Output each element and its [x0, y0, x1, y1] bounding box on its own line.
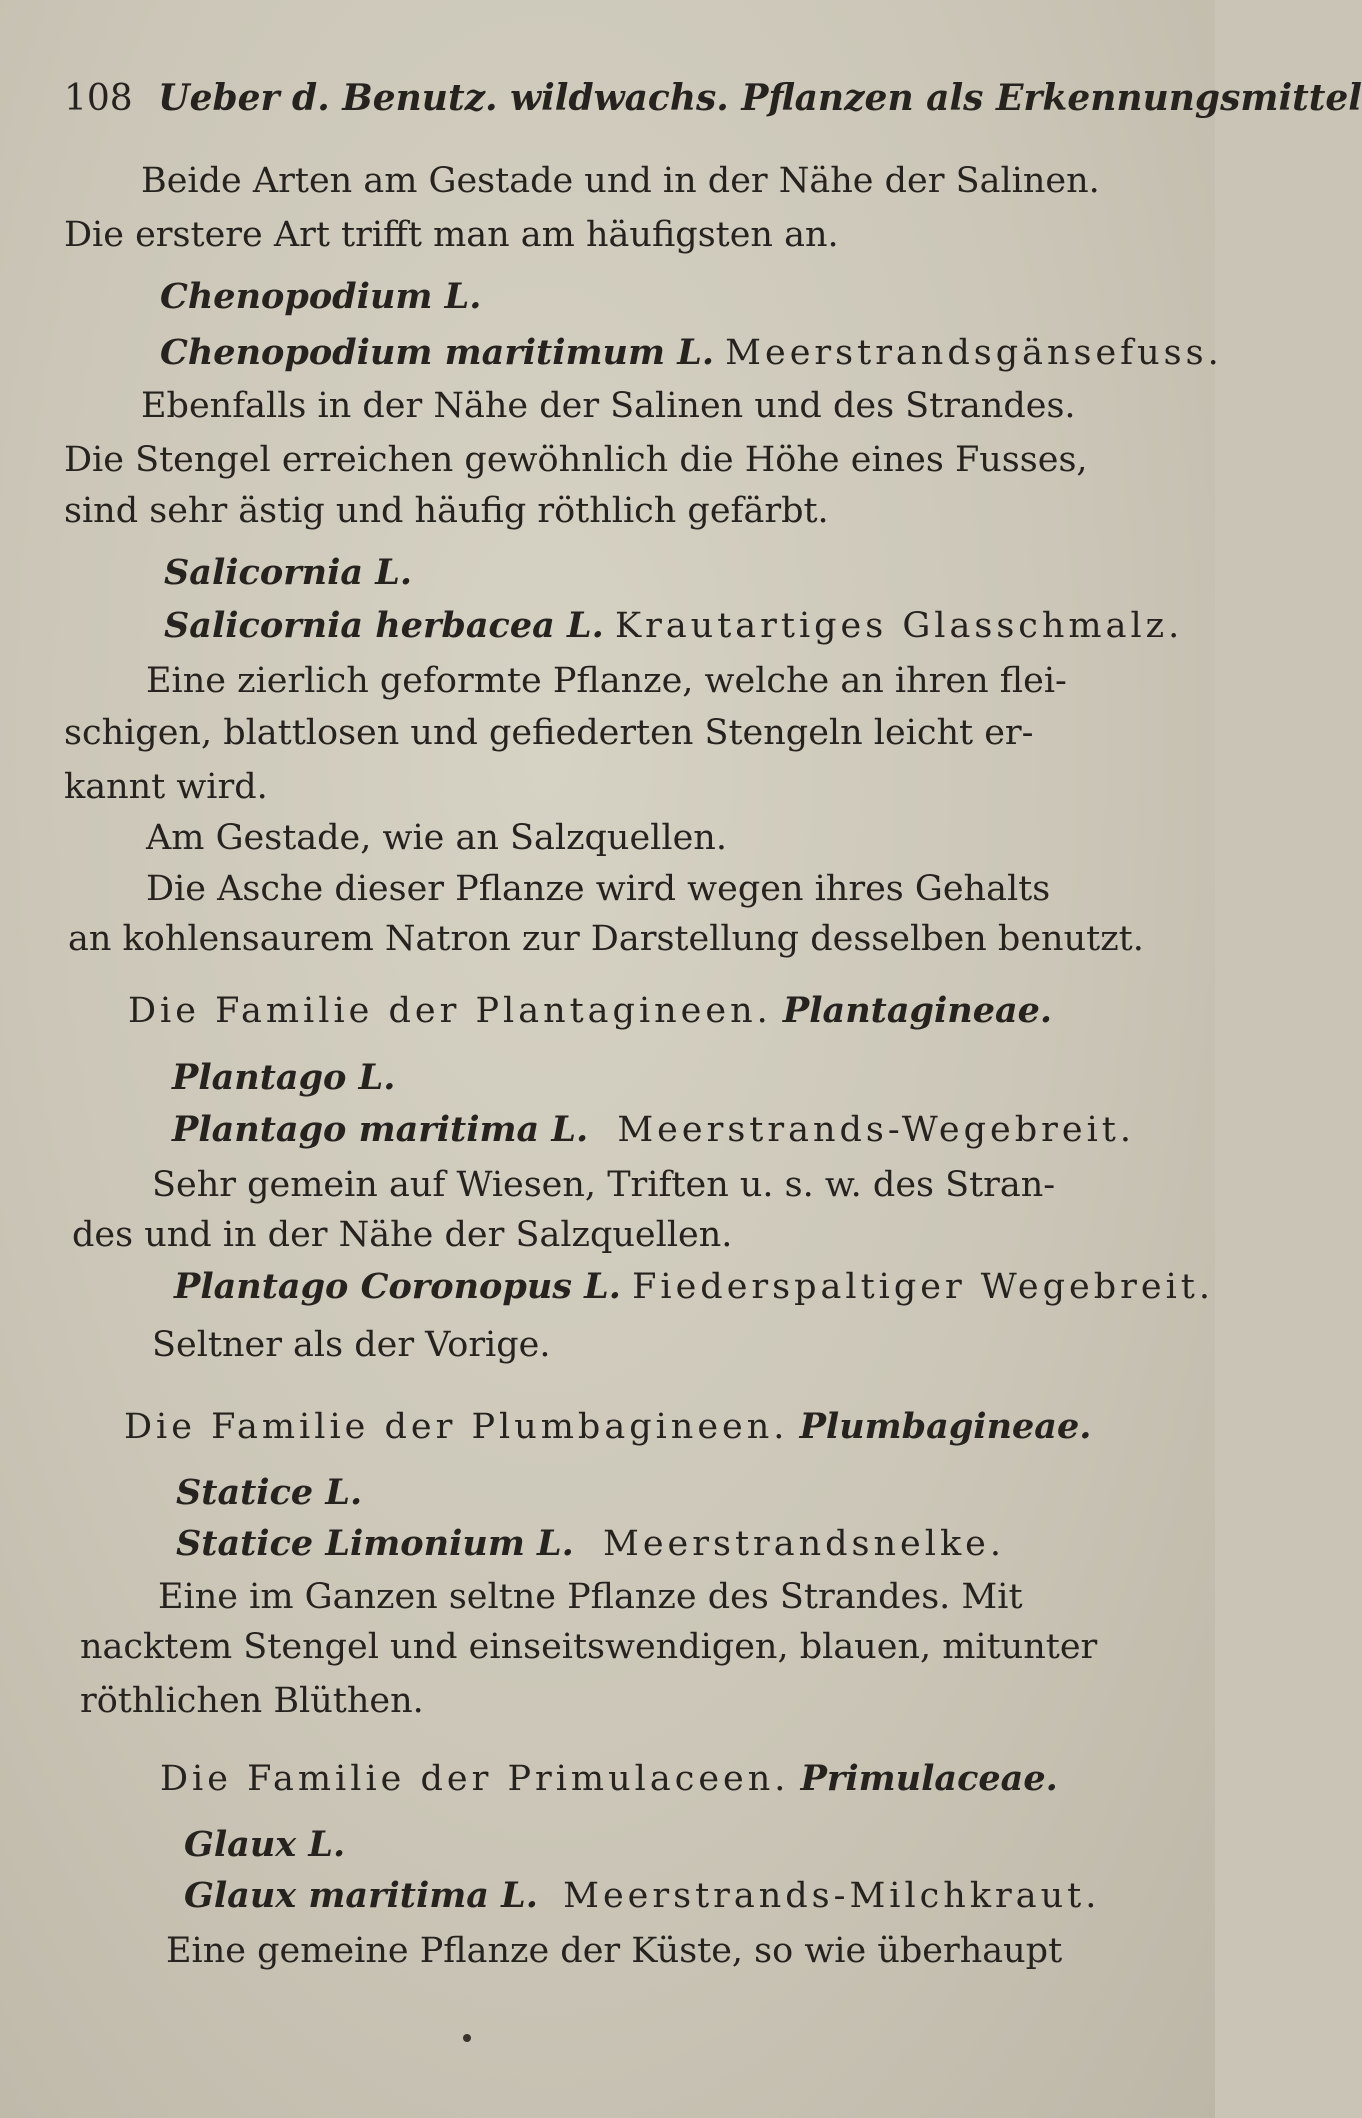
- common-name: Meerstrandsgänsefuss.: [725, 333, 1223, 373]
- body-line: Eine im Ganzen seltne Pflanze des Strandes. Mit: [158, 1577, 1023, 1617]
- ink-mark: [463, 2034, 471, 2042]
- genus-heading: Plantago L.: [172, 1057, 396, 1098]
- body-line: Beide Arten am Gestade und in der Nähe der Salinen.: [141, 161, 1100, 201]
- species-name: Plantago maritima L.: [172, 1109, 589, 1150]
- body-line: des und in der Nähe der Salzquellen.: [72, 1215, 733, 1255]
- species-name: Chenopodium maritimum L.: [160, 332, 715, 373]
- body-line: Eine gemeine Pflanze der Küste, so wie überhaupt: [166, 1931, 1063, 1971]
- family-heading: [124, 1404, 1091, 1450]
- page-header: [64, 74, 1362, 123]
- common-name: Meerstrands-Wegebreit.: [617, 1110, 1135, 1150]
- body-line: Eine zierlich geformte Pflanze, welche an ihren flei-: [146, 661, 1067, 701]
- body-line: nacktem Stengel und einseitswendigen, blauen, mitunter: [80, 1627, 1098, 1667]
- common-name: Meerstrandsnelke.: [602, 1524, 1006, 1564]
- body-line: Sehr gemein auf Wiesen, Triften u. s. w. des Stran-: [152, 1165, 1056, 1205]
- genus-heading: Glaux L.: [184, 1824, 346, 1865]
- species-name: Salicornia herbacea L.: [164, 605, 604, 646]
- species-name: Statice Limonium L.: [176, 1523, 574, 1564]
- common-name: Meerstrands-Milchkraut.: [563, 1876, 1101, 1916]
- species-line: [184, 1873, 1100, 1919]
- common-name: Fiederspaltiger Wegebreit.: [632, 1267, 1214, 1307]
- body-line: Ebenfalls in der Nähe der Salinen und des Strandes.: [141, 386, 1076, 426]
- species-line: [174, 1264, 1214, 1310]
- body-line: schigen, blattlosen und gefiederten Stengeln leicht er-: [64, 713, 1034, 753]
- species-line: [164, 603, 1183, 649]
- body-line: Die erstere Art trifft man am häufigsten an.: [64, 215, 839, 255]
- body-line: Die Asche dieser Pflanze wird wegen ihres Gehalts: [146, 869, 1051, 909]
- family-heading: [160, 1756, 1058, 1802]
- genus-heading: Chenopodium L.: [160, 276, 482, 317]
- running-title: Ueber d. Benutz. wildwachs. Pflanzen als Erkennungsmittel: [158, 77, 1362, 119]
- body-line: kannt wird.: [64, 767, 268, 807]
- family-name: Die Familie der Plantagineen.: [128, 991, 772, 1031]
- body-line: Die Stengel erreichen gewöhnlich die Höhe eines Fusses,: [64, 440, 1088, 480]
- family-latin: Plantagineae.: [782, 990, 1053, 1031]
- family-latin: Primulaceae.: [800, 1758, 1058, 1799]
- body-line: an kohlensaurem Natron zur Darstellung desselben benutzt.: [68, 919, 1144, 959]
- species-line: [176, 1521, 1005, 1567]
- family-latin: Plumbagineae.: [799, 1406, 1092, 1447]
- body-line: Seltner als der Vorige.: [152, 1325, 551, 1365]
- species-name: Glaux maritima L.: [184, 1875, 538, 1916]
- species-line: [172, 1107, 1135, 1153]
- family-name: Die Familie der Primulaceen.: [160, 1759, 790, 1799]
- family-name: Die Familie der Plumbagineen.: [124, 1407, 789, 1447]
- page-number: 108: [64, 78, 133, 119]
- species-name: Plantago Coronopus L.: [174, 1266, 621, 1307]
- common-name: Krautartiges Glasschmalz.: [614, 606, 1184, 646]
- genus-heading: Statice L.: [176, 1472, 363, 1513]
- body-line: Am Gestade, wie an Salzquellen.: [146, 818, 727, 858]
- body-line: röthlichen Blüthen.: [80, 1681, 424, 1721]
- genus-heading: Salicornia L.: [164, 552, 413, 593]
- species-line: [160, 330, 1223, 376]
- body-line: sind sehr ästig und häufig röthlich gefärbt.: [64, 491, 829, 531]
- family-heading: [128, 988, 1052, 1034]
